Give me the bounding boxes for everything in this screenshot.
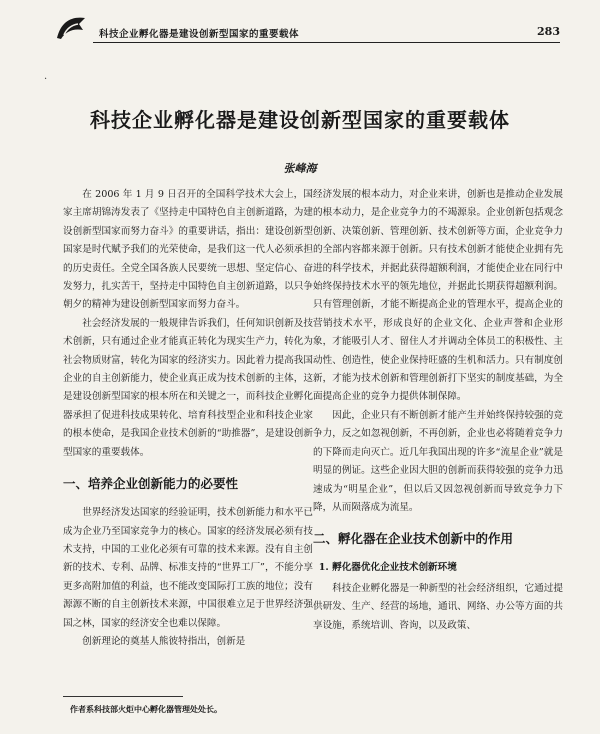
journal-title: 科技企业孵化器是建设创新型国家的重要载体 <box>99 29 300 40</box>
paragraph: 经济发展的根本动力，对企业来讲，创新也是推动企业发展的根本动力，是企业竞争力的不竭源泉。企业创新包括观念创新、决策创新、管理创新、技术创新等方面，企业竞争力的全部内容都来源于创新。只有技术创新才能使企业拥有先进的科学技术，并据此获得超额利润，才能使企业在同行中始终保持技术水平的领先地位，并据此长期获得超额利润。只有管理创新，才能不断提高企业的管理水平，提高企业的营销技术水平，形成良好的企业文化、企业声誉和企业形象，才能吸引人才、留住人才并调动全体员工的积极性、主动性、创造性，使企业保持旺盛的生机和活力。只有制度创新，才能为技术创新和管理创新打下坚实的制度基础，为全面提高企业的竞争力提供体制保障。 <box>313 189 563 403</box>
corner-mark: · <box>44 74 48 85</box>
left-column <box>63 186 313 651</box>
paragraph: 创新理论的奠基人熊彼特指出，创新是 <box>82 635 246 647</box>
paragraph: 在 2006 年 1 月 9 日召开的全国科学技术大会上，国家主席胡锦涛发表了《坚持走中国特色自主创新道路，为建设创新型国家而努力奋斗》的重要讲话，指出：建设创新型国家是时代赋予我们的光荣使命，是我们这一代人必须承担的历史责任。全党全国各族人民要统一思想、坚定信心、奋发努力，扎实苦干，坚持走中国特色自主创新道路，以只争朝夕的精神为建设创新型国家而努力奋斗。 <box>63 189 313 311</box>
page-number: 283 <box>537 25 560 38</box>
footnote-rule <box>63 696 183 697</box>
section-heading: 一、培养企业创新能力的必要性 <box>63 476 239 492</box>
right-column <box>313 186 563 635</box>
header-rule <box>93 42 560 43</box>
article-author: 张峰海 <box>283 162 317 175</box>
paragraph: 世界经济发达国家的经验证明，技术创新能力和水平已成为企业乃至国家竞争力的核心。国家的经济发展必须有技术支持，中国的工业化必须有可靠的技术来源。没有自主创新的技术、专利、品牌、标准支持的“世界工厂”，不能分享更多高附加值的利益，也不能改变国际打工族的地位；没有源源不断的自主创新技术来源，中国很难立足于世界经济强国之林，国家的经济安全也难以保障。 <box>63 507 313 629</box>
footnote: 作者系科技部火炬中心孵化器管理处处长。 <box>70 704 222 714</box>
journal-logo-icon <box>55 12 89 42</box>
section-heading: 二、孵化器在企业技术创新中的作用 <box>313 531 514 547</box>
paragraph: 科技企业孵化器是一种新型的社会经济组织，它通过提供研发、生产、经营的场地，通讯、网络、办公等方面的共享设施，系统培训、咨询，以及政策、 <box>313 582 563 631</box>
running-header <box>55 12 560 44</box>
subsection-heading: 1. 孵化器优化企业技术创新环境 <box>318 562 457 574</box>
paragraph: 因此，企业只有不断创新才能产生并始终保持较强的竞争力，反之如忽视创新，不再创新，企业也必将随着竞争力的下降而走向灭亡。近几年我国出现的许多“流星企业”就是明显的例证。这些企业因大胆的创新而获得较强的竞争力迅速成为“明星企业”，但以后又因忽视创新而导致竞争力下降，从而陨落成为流星。 <box>313 409 563 513</box>
article-title: 科技企业孵化器是建设创新型国家的重要载体 <box>90 108 510 132</box>
paragraph: 社会经济发展的一般规律告诉我们，任何知识创新及技术创新，只有通过企业才能真正转化为现实生产力，转化为社会物质财富，转化为国家的经济实力。因此着力提高我国企业的自主创新能力，使企业真正成为技术创新的主体，这是建设创新型国家的根本所在和关键之一，而科技企业孵化器承担了促进科技成果转化、培育科技型企业和科技企业家的根本使命，是我国企业技术创新的“助推器”，是建设创新型国家的重要载体。 <box>63 317 313 458</box>
